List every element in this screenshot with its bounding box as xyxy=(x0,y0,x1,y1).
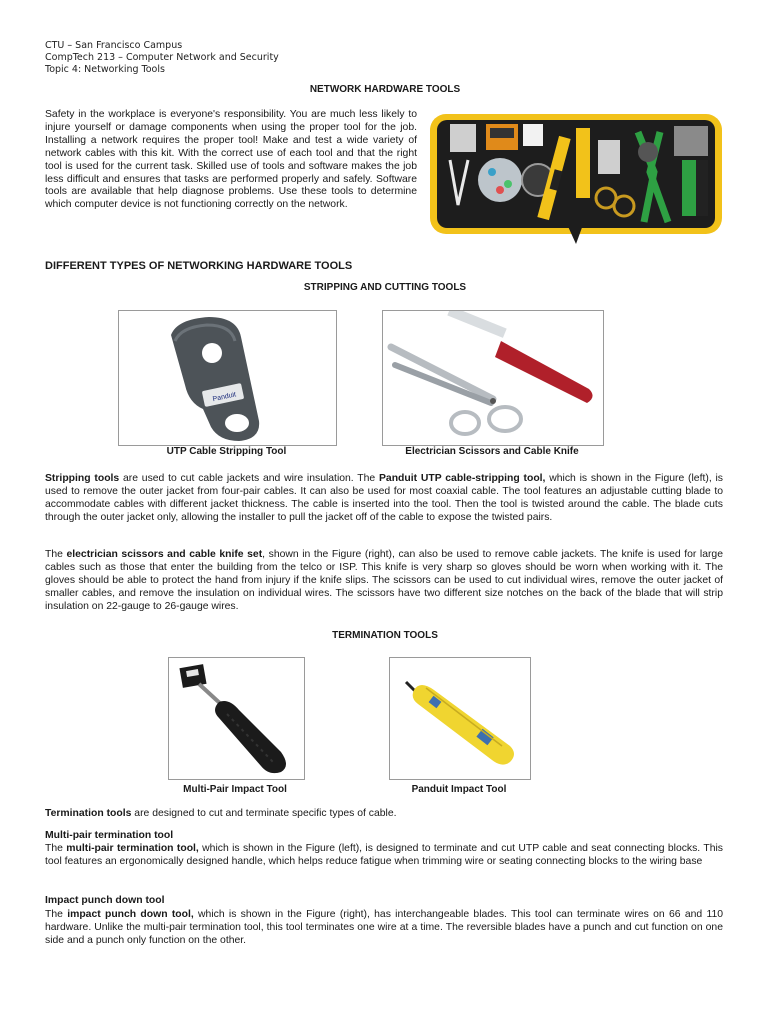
impact-paragraph: The impact punch down tool, which is shown in the Figure (right), has interchangeable blades. This tool can terminate wires on 66 and 110 hardware. Unlike the multi-pair termination tool, this tool terminates one wire at a time. The reversible blades have a punch and cut function on one side and a punch only function on the other. xyxy=(45,909,724,946)
stripping-paragraph-2: The electrician scissors and cable knife set, shown in the Figure (right), can also be used to remove cable jackets. The knife is used for large cables such as those that enter the building from the telco or ISP. This knife is very sharp so gloves should be worn when working with it. The gloves should be able to protect the hand from injury if the knife slips. The scissors can be used to cut individual wires, remove the outer jacket of smaller cables, and remove the insulation on individual wires. The scissors have two different size notches on the back of the blade that will strip insulation on 22-gauge to 26-gauge wires. xyxy=(45,549,723,612)
document-header xyxy=(45,40,279,76)
stripping-tools-term: Stripping tools xyxy=(45,473,120,484)
section-heading: DIFFERENT TYPES OF NETWORKING HARDWARE TOOLS xyxy=(45,260,353,272)
multi-pair-subheading: Multi-pair termination tool xyxy=(45,830,174,841)
termination-heading: TERMINATION TOOLS xyxy=(332,630,438,641)
scissors-knife-figure xyxy=(382,310,604,446)
utp-stripper-figure xyxy=(118,310,337,446)
page-title: NETWORK HARDWARE TOOLS xyxy=(309,84,461,95)
termination-tools-term: Termination tools xyxy=(45,808,132,819)
multi-pair-term: multi-pair termination tool, xyxy=(66,843,199,854)
panduit-impact-caption: Panduit Impact Tool xyxy=(411,784,507,795)
multi-pair-caption: Multi-Pair Impact Tool xyxy=(183,784,287,795)
stripping-paragraph-1: Stripping tools are used to cut cable jackets and wire insulation. The Panduit UTP cable-stripping tool, which is shown in the Figure (left), is used to remove the outer jacket from four-pair cables. It can also be used for most coaxial cable. The tool features an adjustable cutting blade to accommodate cables with different jacket thickness. The cable is inserted into the tool. Then the tool is twisted around the cable. The blade cuts through the outer jacket only, allowing the installer to pull the jacket off of the cable to expose the twisted pairs. xyxy=(45,473,723,523)
scissors-knife-term: electrician scissors and cable knife set xyxy=(66,549,263,560)
panduit-stripper-term: Panduit UTP cable-stripping tool, xyxy=(379,473,546,484)
panduit-logo-text: Panduit xyxy=(212,391,237,404)
termination-intro: Termination tools are designed to cut and terminate specific types of cable. xyxy=(45,808,397,819)
header-topic: Topic 4: Networking Tools xyxy=(45,64,165,75)
header-course: CompTech 213 – Computer Network and Security xyxy=(45,52,279,63)
impact-subheading: Impact punch down tool xyxy=(45,895,165,906)
multi-pair-tool-figure xyxy=(168,657,305,780)
intro-paragraph: Safety in the workplace is everyone's responsibility. You are much less likely to injure yourself or damage components when using the proper tool for the job. Installing a network requires the proper tool! Make and test a wide variety of network cables with this kit. With the correct use of each tool and that the right tool is used for the current task. Skilled use of tools and software makes the job less difficult and ensures that tasks are performed properly and safely. Software tools are available that help diagnose problems. Use these tools to determine which computer device is not functioning correctly on the network. xyxy=(45,109,417,211)
header-campus: CTU – San Francisco Campus xyxy=(45,40,183,51)
stripping-heading: STRIPPING AND CUTTING TOOLS xyxy=(303,282,467,293)
multi-pair-paragraph: The multi-pair termination tool, which is shown in the Figure (left), is designed to terminate and cut UTP cable and seat connecting blocks. This tool features an ergonomically designed handle, which helps reduce fatigue when trimming wire or seating connecting blocks to the wiring base xyxy=(45,843,723,867)
scissors-knife-caption: Electrician Scissors and Cable Knife xyxy=(405,446,579,457)
utp-stripper-caption: UTP Cable Stripping Tool xyxy=(166,446,287,457)
panduit-impact-tool-figure xyxy=(389,657,531,780)
impact-punch-term: impact punch down tool, xyxy=(67,909,194,920)
toolkit-image xyxy=(428,110,724,244)
